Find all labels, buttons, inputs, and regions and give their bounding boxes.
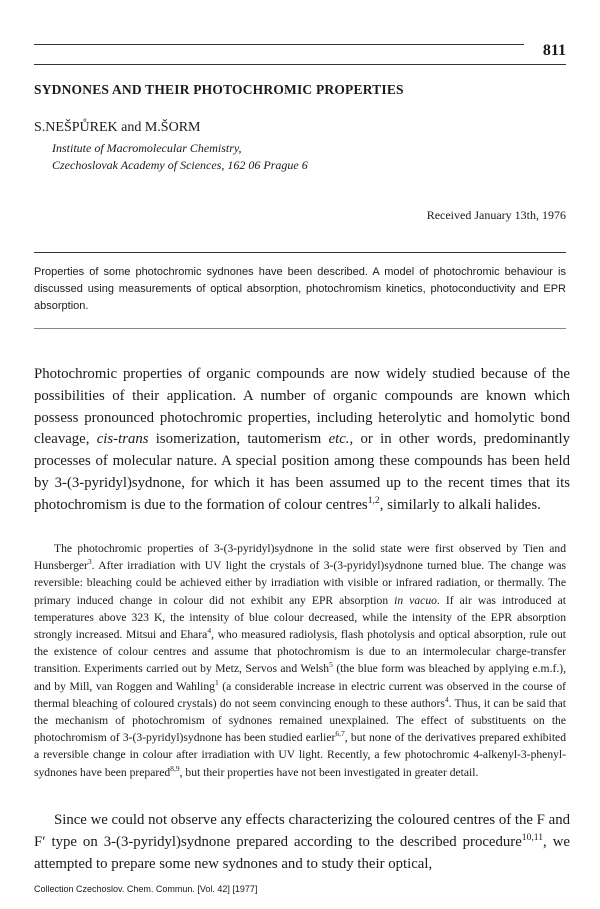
citation: 6,7 <box>335 729 345 739</box>
intro-paragraph: Photochromic properties of organic compounds are now widely studied because of the possibilities of their application. A number of organic compounds are known which possess pronounced photochromic properties, including heterolytic and homolytic bond cleavage, cis-trans isomerization, tautomerism etc., or in other words, predominantly processes of molecular nature. A special position among these compounds has been held by 3-(3-pyridyl)sydnone, for which it has been assumed up to the recent times that its photochromism is due to the formation of colour centres$^{1,2}$, similarly to alkali halides. <box>34 366 570 513</box>
affiliation-line-1: Institute of Macromolecular Chemistry, <box>52 141 242 155</box>
header-rule-lower <box>34 64 566 65</box>
abstract-rule-bottom <box>34 328 566 329</box>
affiliation-line-2: Czechoslovak Academy of Sciences, 162 06 Prague 6 <box>52 158 308 172</box>
citation: 1 <box>214 677 219 687</box>
received-date: Received January 13th, 1976 <box>426 208 566 222</box>
abstract-rule-top <box>34 252 566 253</box>
header-rule <box>34 44 524 45</box>
small-print-paragraph: The photochromic properties of 3-(3-pyridyl)sydnone in the solid state were first observed by Tien and Hunsberger$^3$. After irradiation with UV light the crystals of 3-(3-pyridyl)sydnone turned blue. The change was reversible: bleaching could be achieved either by irradiation with visible or infrared radiation, or thermally. The primary induced change in colour did not exhibit any EPR absorption in vacuo. If air was introduced at temperatures above 323 K, the intensity of blue colour decreased, while the intensity of the EPR absorption strongly increased. Mitsui and Ehara$^4$, who measured radiolysis, flash photolysis and optical absorption, rule out the existence of colour centres and assume that photochromism is due to an intermolecular charge-transfer transition. Experiments carried out by Metz, Servos and Welsh$^5$ (the blue form was bleached by applying e.m.f.), and by Mill, van Roggen and Wahling$^1$ (a considerable increase in electric current was observed in the course of thermal bleaching of coloured crystals) do not seem convincing enough to these authors$^4$. Thus, it can be said that the mechanism of photochromism of sydnones remained unexplained. The effect of substituents on the photochromism of 3-(3-pyridyl)sydnone has been studied earlier$^{6,7}$, but none of the derivatives prepared exhibited a reversible change in colour after irradiation with UV light. Recently, a few photochromic 4-alkenyl-3-phenyl-sydnones have been prepared$^{8,9}$, but their properties have not been investigated in greater detail. <box>34 542 566 779</box>
citation: 4 <box>444 694 449 704</box>
continuation-paragraph: Since we could not observe any effects characterizing the coloured centres of the F and F′ type on 3-(3-pyridyl)sydnone prepared according to the described procedure$^{10,11}$, we attempted to prepare some new sydnones and to study their optical, <box>34 812 570 872</box>
page-number: 811 <box>542 42 566 59</box>
citation: 4 <box>207 626 212 636</box>
citation: 3 <box>87 557 92 567</box>
authors: S.NEŠPŮREK and M.ŠORM <box>34 120 201 135</box>
citation: 5 <box>329 660 333 670</box>
journal-footer: Collection Czechoslov. Chem. Commun. [Vol. 42] [1977] <box>34 884 258 894</box>
paper-title: SYDNONES AND THEIR PHOTOCHROMIC PROPERTIES <box>34 82 404 97</box>
affiliation <box>52 140 308 174</box>
citation: 8,9 <box>170 763 180 773</box>
citation: 10,11 <box>521 831 544 843</box>
citation: 1,2 <box>367 494 380 506</box>
abstract: Properties of some photochromic sydnones have been described. A model of photochromic behaviour is discussed using measurements of optical absorption, photochromism kinetics, photoconductivity and EPR absorption. <box>34 266 566 312</box>
